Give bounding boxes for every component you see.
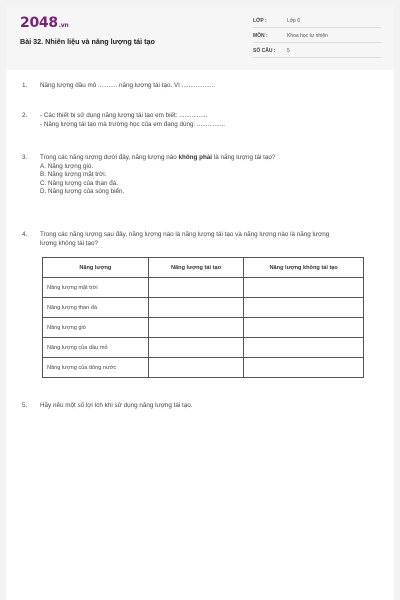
question-number: 5.: [22, 402, 28, 409]
table-cell-non-renewable-answer[interactable]: [244, 298, 364, 318]
table-row: [43, 318, 364, 338]
logo-suffix: .vn: [58, 22, 69, 29]
table-header-renewable: Năng lượng tái tạo: [148, 258, 244, 278]
worksheet-header: [6, 6, 394, 70]
table-cell-energy: Năng lượng gió: [43, 318, 149, 338]
table-header-row: [43, 258, 364, 278]
question-text: Trong các năng lượng sau đây, năng lượng nào là năng lượng tái tạo và năng lượng nào là năng lượng: [40, 231, 330, 238]
question-emphasis: không phải: [178, 154, 213, 161]
table-row: [43, 358, 364, 378]
meta-value-subject: Khoa học tự nhiên: [287, 33, 328, 39]
table-header-non-renewable: Năng lượng không tái tạo: [244, 258, 364, 278]
table-cell-renewable-answer[interactable]: [148, 338, 244, 358]
answer-option-a: A. Năng lượng gió.: [40, 162, 94, 170]
question-text: [40, 154, 380, 163]
question-number: 1.: [22, 82, 28, 89]
site-logo[interactable]: [20, 15, 68, 31]
question-text: lượng không tái tạo?: [40, 239, 99, 247]
answer-option-b: B. Năng lượng mặt trời.: [40, 171, 107, 179]
answer-option-d: D. Năng lượng của sóng biển.: [40, 188, 125, 196]
question-stem: Trong các năng lượng dưới đây, năng lượng nào: [40, 154, 179, 161]
question-stem-end: là năng lượng tái tạo?: [212, 154, 276, 161]
table-cell-renewable-answer[interactable]: [148, 278, 244, 298]
question-text: Hãy nêu một số lợi ích khi sử dụng năng lượng tái tạo.: [40, 402, 193, 409]
table-cell-renewable-answer[interactable]: [148, 318, 244, 338]
meta-label-class: LỚP :: [253, 18, 267, 24]
question-text: Năng lượng dầu mỏ ........... năng lượng tái tạo. Vì ...................: [40, 82, 215, 89]
meta-value-count: 5: [287, 48, 290, 54]
question-text: - Năng lượng tái tạo mà trường học của em đang dùng: ................: [40, 120, 226, 128]
meta-row-class: [253, 15, 381, 28]
table-cell-non-renewable-answer[interactable]: [244, 278, 364, 298]
meta-row-count: [253, 45, 381, 58]
logo-text: 2048: [20, 15, 58, 31]
energy-classification-table: [42, 257, 364, 378]
table-cell-energy: Năng lượng than đá: [43, 298, 149, 318]
table-row: [43, 338, 364, 358]
table-row: [43, 278, 364, 298]
table-cell-non-renewable-answer[interactable]: [244, 338, 364, 358]
table-cell-non-renewable-answer[interactable]: [244, 358, 364, 378]
worksheet-page: [6, 6, 394, 600]
table-cell-renewable-answer[interactable]: [148, 298, 244, 318]
lesson-title: Bài 32. Nhiên liệu và năng lượng tái tạo: [20, 37, 155, 46]
answer-option-c: C. Năng lượng của than đá.: [40, 179, 119, 187]
table-cell-energy: Năng lượng của dầu mỏ: [43, 338, 149, 358]
meta-value-class: Lớp 6: [287, 18, 301, 24]
question-number: 4.: [22, 231, 28, 238]
table-cell-renewable-answer[interactable]: [148, 358, 244, 378]
table-header-energy: Năng lượng: [43, 258, 149, 278]
table-row: [43, 298, 364, 318]
meta-label-count: SỐ CÂU :: [253, 48, 276, 54]
question-text: - Các thiết bị sử dụng năng lượng tái tạo em biết: ................: [40, 112, 208, 119]
table-cell-non-renewable-answer[interactable]: [244, 318, 364, 338]
meta-row-subject: [253, 30, 381, 43]
question-number: 2.: [22, 112, 28, 119]
question-number: 3.: [22, 154, 28, 161]
table-cell-energy: Năng lượng của dòng nước: [43, 358, 149, 378]
table-cell-energy: Năng lượng mặt trời: [43, 278, 149, 298]
meta-label-subject: MÔN :: [253, 33, 268, 39]
